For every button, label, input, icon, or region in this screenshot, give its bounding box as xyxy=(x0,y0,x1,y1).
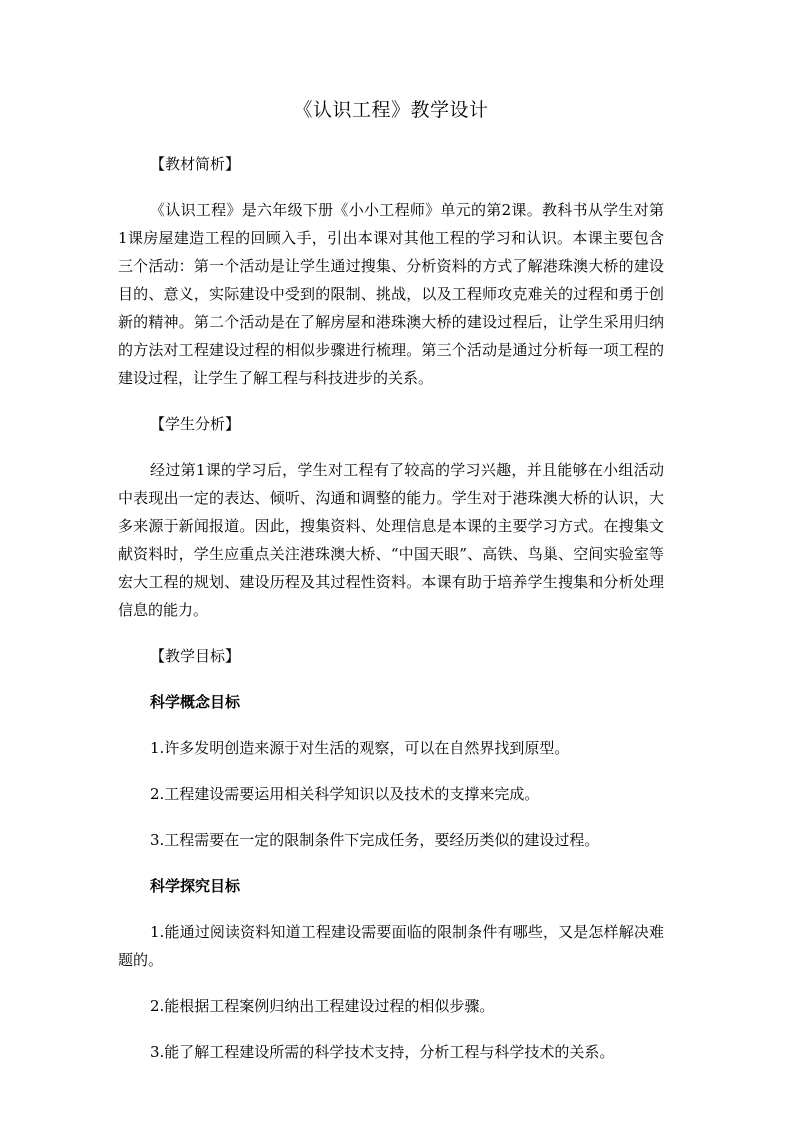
inquiry-goal-item-1: 1.能通过阅读资料知道工程建设需要面临的限制条件有哪些，又是怎样解决难题的。 xyxy=(118,923,664,969)
document-title: 《认识工程》教学设计 xyxy=(293,99,489,121)
inquiry-goal-item-3: 3.能了解工程建设所需的科学技术支持，分析工程与科学技术的关系。 xyxy=(150,1043,615,1061)
document-page xyxy=(118,92,664,1084)
concept-goal-item-1: 1.许多发明创造来源于对生活的观察，可以在自然界找到原型。 xyxy=(150,739,570,757)
section-heading-textbook-analysis: 【教材简析】 xyxy=(150,155,241,173)
concept-goal-item-2: 2.工程建设需要运用相关科学知识以及技术的支撑来完成。 xyxy=(150,785,540,803)
student-analysis-paragraph: 经过第1课的学习后，学生对工程有了较高的学习兴趣，并且能够在小组活动中表现出一定的表达、倾听、沟通和调整的能力。学生对于港珠澳大桥的认识，大多来源于新闻报道。因此，搜集资料、处理信息是本课的主要学习方式。在搜集文献资料时，学生应重点关注港珠澳大桥、“中国天眼”、高铁、鸟巢、空间实验室等宏大工程的规划、建设历程及其过程性资料。本课有助于培养学生搜集和分析处理信息的能力。 xyxy=(118,461,664,619)
textbook-analysis-paragraph: 《认识工程》是六年级下册《小小工程师》单元的第2课。教科书从学生对第1课房屋建造工程的回顾入手，引出本课对其他工程的学习和认识。本课主要包含三个活动：第一个活动是让学生通过搜集、分析资料的方式了解港珠澳大桥的建设目的、意义，实际建设中受到的限制、挑战，以及工程师攻克难关的过程和勇于创新的精神。第二个活动是在了解房屋和港珠澳大桥的建设过程后，让学生采用归纳的方法对工程建设过程的相似步骤进行梳理。第三个活动是通过分析每一项工程的建设过程，让学生了解工程与科技进步的关系。 xyxy=(118,201,664,387)
subheading-science-concept-goals: 科学概念目标 xyxy=(150,693,241,711)
subheading-science-inquiry-goals: 科学探究目标 xyxy=(150,877,241,895)
section-heading-student-analysis: 【学生分析】 xyxy=(150,415,241,433)
concept-goal-item-3: 3.工程需要在一定的限制条件下完成任务，要经历类似的建设过程。 xyxy=(150,831,600,849)
inquiry-goal-item-2: 2.能根据工程案例归纳出工程建设过程的相似步骤。 xyxy=(150,997,495,1015)
section-heading-teaching-goals: 【教学目标】 xyxy=(150,647,241,665)
